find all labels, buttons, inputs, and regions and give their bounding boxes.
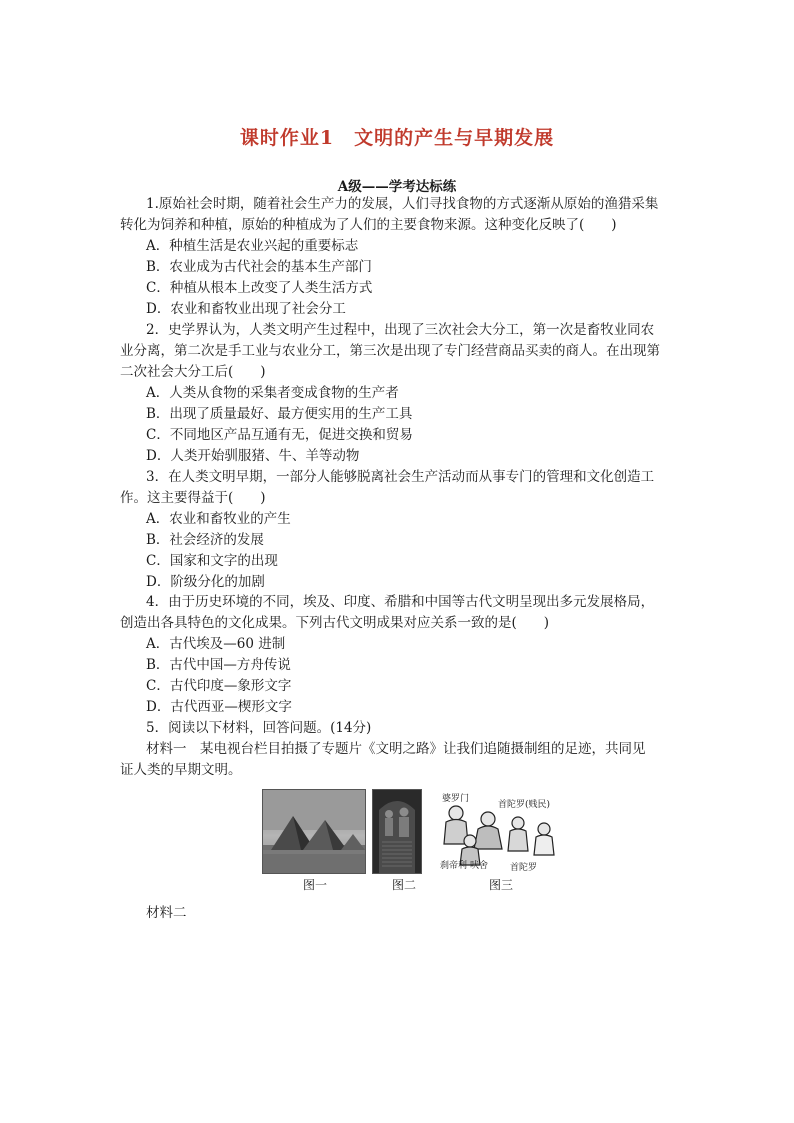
q3-option-a: A．农业和畜牧业的产生 — [146, 511, 291, 527]
q4-stem-line2: 创造出各具特色的文化成果。下列古代文明成果对应关系一致的是( ) — [120, 615, 550, 631]
label-vaishya: 吠舍 — [470, 861, 489, 871]
label-shudra: 首陀罗 — [510, 863, 538, 872]
q3-option-c: C．国家和文字的出现 — [146, 553, 278, 569]
figure-3-caption: 图三 — [489, 878, 514, 892]
q5-material2-label: 材料二 — [146, 905, 187, 921]
page-title: 课时作业1 文明的产生与早期发展 — [239, 127, 555, 149]
q1-stem-line2: 转化为饲养和种植，原始的种植成为了人们的主要食物来源。这种变化反映了( ) — [120, 217, 617, 233]
q4-option-d: D．古代西亚—楔形文字 — [146, 699, 292, 715]
q2-option-a: A．人类从食物的采集者变成食物的生产者 — [146, 385, 399, 401]
q2-stem-line2: 业分离，第二次是手工业与农业分工，第三次是出现了专门经营商品买卖的商人。在出现第 — [120, 343, 660, 359]
q4-option-b: B．古代中国—方舟传说 — [146, 657, 291, 673]
figure-strip — [262, 789, 562, 873]
label-kshatriya: 刹帝利 — [440, 861, 468, 871]
caste-system-illustration — [426, 789, 562, 872]
pyramids-image — [262, 789, 366, 874]
q1-option-b: B．农业成为古代社会的基本生产部门 — [146, 259, 372, 275]
q2-option-b: B．出现了质量最好、最方便实用的生产工具 — [146, 406, 413, 422]
label-sudra-untouchable: 首陀罗(贱民) — [498, 800, 551, 810]
q2-option-d: D．人类开始驯服猪、牛、羊等动物 — [146, 448, 360, 464]
q1-option-a: A．种植生活是农业兴起的重要标志 — [146, 238, 359, 254]
q2-stem-line1: 2．史学界认为，人类文明产生过程中，出现了三次社会大分工，第一次是畜牧业同农 — [146, 322, 655, 338]
section-heading: A级——学考达标练 — [337, 179, 457, 195]
q2-stem-line3: 二次社会大分工后( ) — [120, 364, 266, 380]
q5-material1-line1: 材料一 某电视台栏目拍摄了专题片《文明之路》让我们追随摄制组的足迹，共同见 — [146, 741, 646, 757]
q4-stem-line1: 4．由于历史环境的不同，埃及、印度、希腊和中国等古代文明呈现出多元发展格局， — [146, 594, 655, 610]
q3-stem-line1: 3．在人类文明早期，一部分人能够脱离社会生产活动而从事专门的管理和文化创造工 — [146, 469, 655, 485]
q4-option-a: A．古代埃及—60 进制 — [146, 636, 286, 652]
q4-option-c: C．古代印度—象形文字 — [146, 678, 292, 694]
figure-1-caption: 图一 — [303, 878, 328, 892]
q1-option-d: D．农业和畜牧业出现了社会分工 — [146, 301, 346, 317]
q3-stem-line2: 作。这主要得益于( ) — [120, 490, 266, 506]
hammurabi-stele-image — [372, 789, 422, 874]
q5-material1-line2: 证人类的早期文明。 — [120, 762, 242, 778]
q3-option-d: D．阶级分化的加剧 — [146, 574, 265, 590]
figure-2-caption: 图二 — [392, 878, 417, 892]
q1-stem-line1: 1.原始社会时期，随着社会生产力的发展，人们寻找食物的方式逐渐从原始的渔猎采集 — [146, 196, 659, 212]
q2-option-c: C．不同地区产品互通有无，促进交换和贸易 — [146, 427, 413, 443]
label-brahmin: 婆罗门 — [442, 794, 470, 804]
q3-option-b: B．社会经济的发展 — [146, 532, 264, 548]
q5-stem: 5．阅读以下材料，回答问题。(14分) — [146, 720, 372, 736]
q1-option-c: C．种植从根本上改变了人类生活方式 — [146, 280, 373, 296]
